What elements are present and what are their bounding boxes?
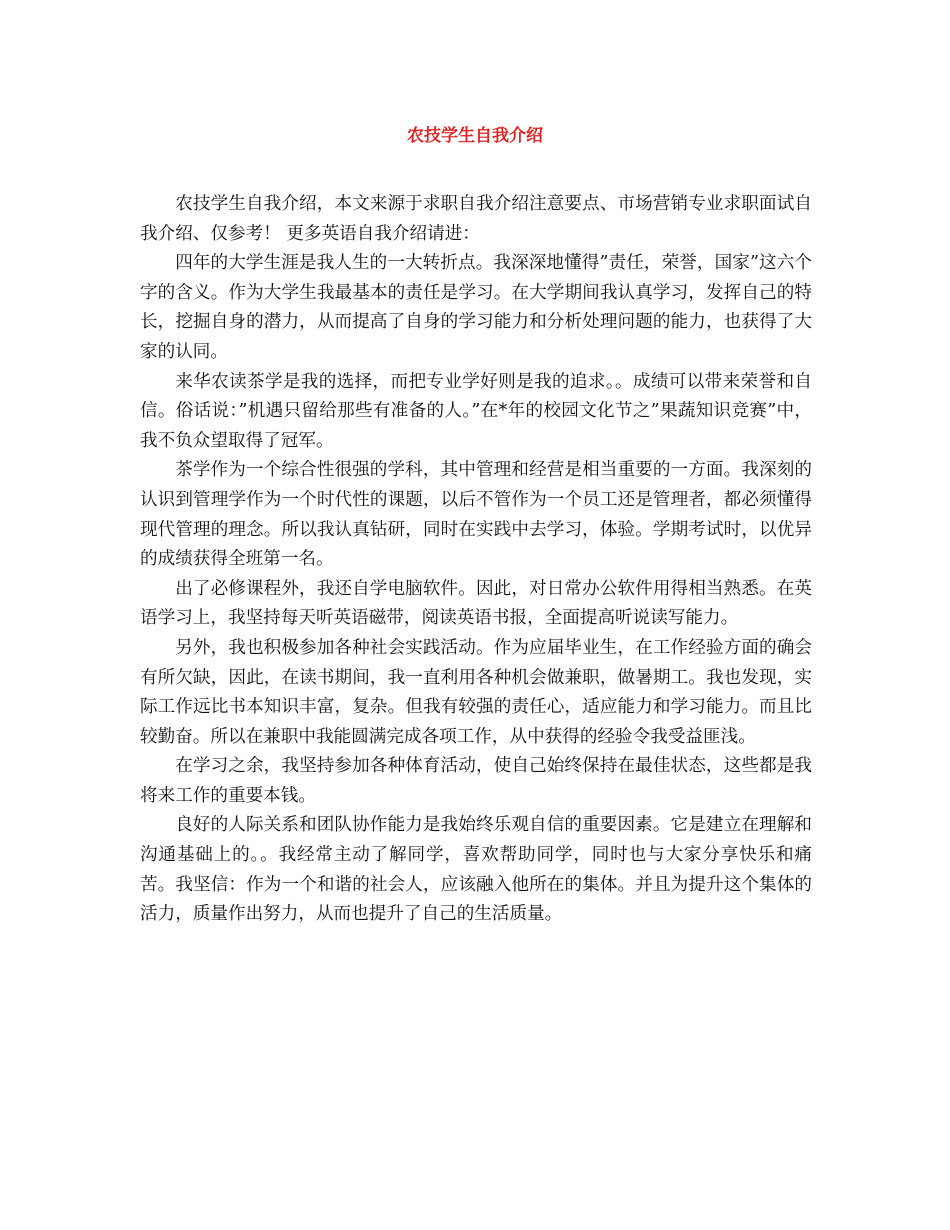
paragraph-computer-english: 出了必修课程外，我还自学电脑软件。因此，对日常办公软件用得相当熟悉。在英语学习上，我坚持每天听英语磁带，阅读英语书报，全面提高听说读写能力。 bbox=[140, 578, 812, 629]
paragraph-teamwork: 良好的人际关系和团队协作能力是我始终乐观自信的重要因素。它是建立在理解和沟通基础上的。。我经常主动了解同学，喜欢帮助同学，同时也与大家分享快乐和痛苦。我坚信：作为一个和谐的社会人，应该融入他所在的集体。并且为提升这个集体的活力，质量作出努力，从而也提升了自己的生活质量。 bbox=[140, 815, 812, 925]
paragraph-intro: 农技学生自我介绍，本文来源于求职自我介绍注意要点、市场营销专业求职面试自我介绍、仅参考！ 更多英语自我介绍请进： bbox=[140, 194, 812, 244]
paragraph-social-practice: 另外，我也积极参加各种社会实践活动。作为应届毕业生，在工作经验方面的确会有所欠缺，因此，在读书期间，我一直利用各种机会做兼职，做暑期工。我也发现，实际工作远比书本知识丰富，复杂。但我有较强的责任心，适应能力和学习能力。而且比较勤奋。所以在兼职中我能圆满完成各项工作，从中获得的经验令我受益匪浅。 bbox=[140, 637, 812, 747]
document-body bbox=[140, 190, 812, 930]
paragraph-sports: 在学习之余，我坚持参加各种体育活动，使自己始终保持在最佳状态，这些都是我将来工作的重要本钱。 bbox=[140, 756, 812, 806]
document-title: 农技学生自我介绍 bbox=[407, 126, 543, 146]
paragraph-university-life: 四年的大学生涯是我人生的一大转折点。我深深地懂得”责任，荣誉，国家”这六个字的含义。作为大学生我最基本的责任是学习。在大学期间我认真学习，发挥自己的特长，挖掘自身的潜力，从而提高了自身的学习能力和分析处理问题的能力，也获得了大家的认同。 bbox=[140, 253, 812, 362]
paragraph-management: 茶学作为一个综合性很强的学科，其中管理和经营是相当重要的一方面。我深刻的认识到管理学作为一个时代性的课题，以后不管作为一个员工还是管理者，都必须懂得现代管理的理念。所以我认真钻研，同时在实践中去学习，体验。学期考试时，以优异的成绩获得全班第一名。 bbox=[140, 460, 812, 570]
paragraph-tea-study: 来华农读茶学是我的选择，而把专业学好则是我的追求。。成绩可以带来荣誉和自信。俗话说：”机遇只留给那些有准备的人。”在*年的校园文化节之”果蔬知识竞赛”中，我不负众望取得了冠军。 bbox=[140, 371, 812, 451]
